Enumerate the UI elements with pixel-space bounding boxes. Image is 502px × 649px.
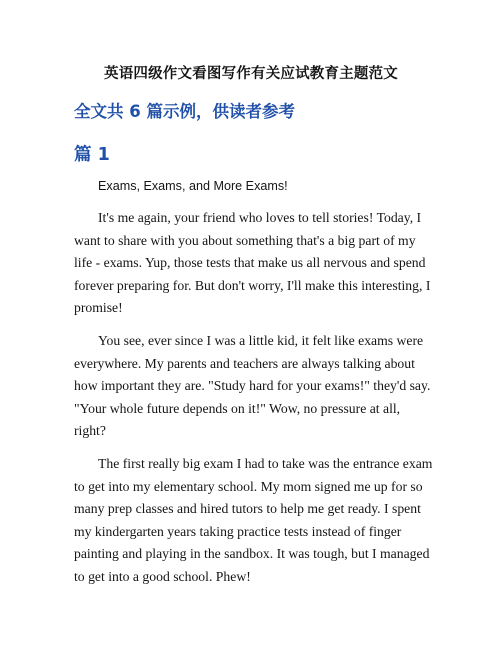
essay-paragraph: The first really big exam I had to take was the entrance exam to get into my elementary school. My mom signed me up for so many prep classes and hired tutors to help me get ready. I spent my kindergarten years taking practice tests instead of finger painting and playing in the sandbox. It was tough, but I managed to get into a good school. Phew! [74, 456, 433, 584]
essay-paragraph: It's me again, your friend who loves to tell stories! Today, I want to share with you about something that's a big part of my life - exams. Yup, those tests that make us all nervous and spend forever preparing for. But don't worry, I'll make this interesting, I promise! [74, 210, 431, 316]
document-title: 英语四级作文看图写作有关应试教育主题范文 [104, 66, 398, 82]
section-heading: 篇 1 [74, 145, 110, 165]
document-subtitle: 全文共 6 篇示例，供读者参考 [74, 102, 295, 121]
essay-paragraph: You see, ever since I was a little kid, it felt like exams were everywhere. My parents and teachers are always talking about how important they are. "Study hard for your exams!" they'd say. "Your whole future depends on it!" Wow, no pressure at all, right? [74, 333, 431, 439]
essay-body [74, 175, 434, 599]
essay-heading-paragraph: Exams, Exams, and More Exams! [98, 179, 288, 193]
